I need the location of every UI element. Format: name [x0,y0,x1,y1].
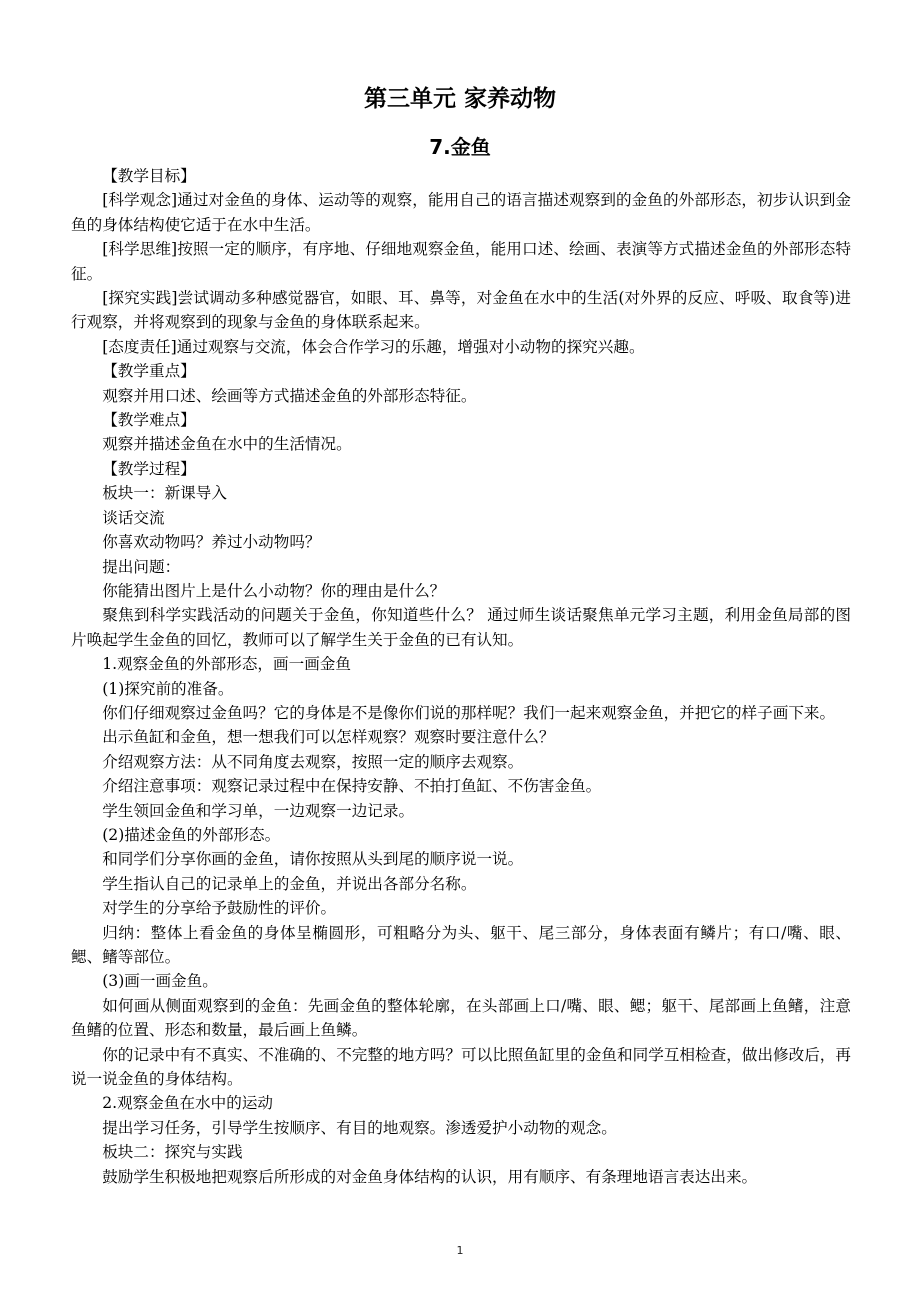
identify-parts: 学生指认自己的记录单上的金鱼，并说出各部分名称。 [102,874,477,893]
students-record: 学生领回金鱼和学习单，一边观察一边记录。 [102,801,415,820]
share-drawing: 和同学们分享你画的金鱼，请你按照从头到尾的顺序说一说。 [102,850,524,869]
section-heading-key-points: 【教学重点】 [102,362,196,381]
step-three-heading: (3)画一画金鱼。 [102,972,218,991]
goal-scientific-thinking: [科学思维]按照一定的顺序，有序地、仔细地观察金鱼，能用口述、绘画、表演等方式描述金鱼的外部形态特征。 [71,240,851,283]
activity-two-heading: 2.观察金鱼在水中的运动 [102,1094,274,1113]
goal-attitude-responsibility: [态度责任]通过观察与交流，体会合作学习的乐趣，增强对小动物的探究兴趣。 [102,337,645,356]
summary-paragraph: 归纳：整体上看金鱼的身体呈椭圆形，可粗略分为头、躯干、尾三部分，身体表面有鳞片；有口/嘴、眼、鳃、鳍等部位。 [71,923,851,966]
question-guess-animal: 你能猜出图片上是什么小动物？你的理由是什么？ [102,581,446,600]
step-one-heading: (1)探究前的准备。 [102,679,234,698]
block-one-heading: 板块一：新课导入 [102,484,227,503]
how-to-draw: 如何画从侧面观察到的金鱼：先画金鱼的整体轮廓，在头部画上口/嘴、眼、鳃；躯干、尾部画上鱼鳍，注意鱼鳍的位置、形态和数量，最后画上鱼鳞。 [71,996,851,1040]
goal-scientific-concept: [科学观念]通过对金鱼的身体、运动等的观察，能用自己的语言描述观察到的金鱼的外部形态，初步认识到金鱼的身体结构使它适于在水中生活。 [71,191,851,234]
encourage-expression: 鼓励学生积极地把观察后所形成的对金鱼身体结构的认识，用有顺序、有条理地语言表达出来。 [102,1167,758,1186]
learning-task: 提出学习任务，引导学生按顺序、有目的地观察。渗透爱护小动物的观念。 [102,1118,617,1137]
difficulty-text: 观察并描述金鱼在水中的生活情况。 [102,435,352,454]
step-two-heading: (2)描述金鱼的外部形态。 [102,825,281,844]
activity-one-heading: 1.观察金鱼的外部形态，画一画金鱼 [102,655,351,674]
lesson-plan-body [71,164,851,1189]
section-heading-teaching-goals: 【教学目标】 [102,167,196,185]
key-point-text: 观察并用口述、绘画等方式描述金鱼的外部形态特征。 [102,386,477,405]
page-number: 1 [456,1244,464,1257]
observation-method: 介绍观察方法：从不同角度去观察，按照一定的顺序去观察。 [102,752,524,771]
conversation-heading: 谈话交流 [102,508,165,527]
section-heading-difficulties: 【教学难点】 [102,411,196,430]
lesson-title: 7.金鱼 [429,135,491,159]
unit-title: 第三单元 家养动物 [363,86,556,112]
observation-prompt: 你们仔细观察过金鱼吗？它的身体是不是像你们说的那样呢？我们一起来观察金鱼，并把它的样子画下来。 [102,703,836,722]
review-record: 你的记录中有不真实、不准确的、不完整的地方吗？可以比照鱼缸里的金鱼和同学互相检查，做出修改后，再说一说金鱼的身体结构。 [71,1045,851,1089]
block-two-heading: 板块二：探究与实践 [102,1143,243,1162]
focus-paragraph: 聚焦到科学实践活动的问题关于金鱼，你知道些什么？ 通过师生谈话聚焦单元学习主题，利用金鱼局部的图片唤起学生金鱼的回忆，教师可以了解学生关于金鱼的已有认知。 [71,606,851,649]
encouraging-evaluation: 对学生的分享给予鼓励性的评价。 [102,899,337,918]
goal-inquiry-practice: [探究实践]尝试调动多种感觉器官，如眼、耳、鼻等，对金鱼在水中的生活(对外界的反应、呼吸、取食等)进行观察，并将观察到的现象与金鱼的身体联系起来。 [71,289,851,332]
observation-precautions: 介绍注意事项：观察记录过程中在保持安静、不拍打鱼缸、不伤害金鱼。 [102,777,602,796]
show-tank-paragraph: 出示鱼缸和金鱼，想一想我们可以怎样观察？观察时要注意什么？ [102,728,555,747]
section-heading-teaching-process: 【教学过程】 [102,459,196,478]
question-like-animals: 你喜欢动物吗？养过小动物吗？ [102,533,321,552]
raise-question-label: 提出问题： [102,557,181,576]
